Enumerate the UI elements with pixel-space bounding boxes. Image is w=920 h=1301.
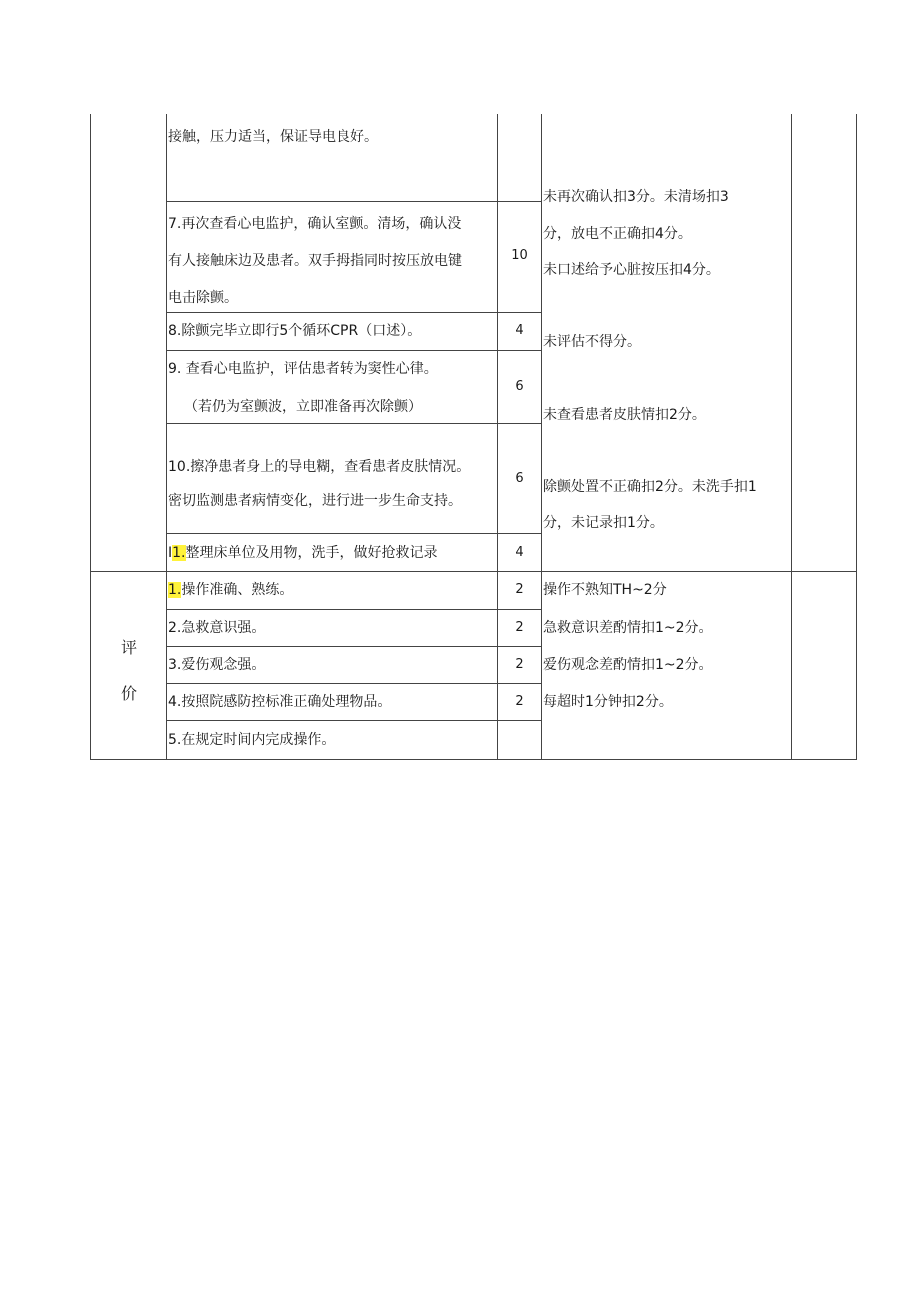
evaluation-item: 2.急救意识强。 [168,620,266,636]
step-prefix: I [168,545,173,561]
step-text-line: 9. 查看心电监护，评估患者转为窦性心律。 [168,361,438,377]
step-text-line: 8.除颤完毕立即行5个循环CPR（口述）。 [168,323,422,339]
evaluation-item [168,580,293,600]
evaluation-score: 2 [515,620,524,635]
step-text-line: 7.再次查看心电监护，确认室颤。清场，确认没 [168,216,462,232]
row-divider [166,201,542,202]
step-text-line: （若仍为室颤波，立即准备再次除颤） [184,399,422,415]
deduction-text-line: 分，未记录扣1分。 [543,515,664,531]
section-divider [90,571,857,572]
row-divider [166,350,542,351]
table-border-right [856,114,857,760]
deduction-text-line: 爱伤观念差酌情扣1~2分。 [543,657,713,673]
row-divider [166,312,542,313]
step-text-line: 接触，压力适当，保证导电良好。 [168,129,378,145]
deduction-text-line: 未再次确认扣3分。未清场扣3 [543,189,729,205]
row-divider [166,683,542,684]
highlighted-number: 1. [172,545,186,561]
category-label-char: 价 [120,684,137,703]
deduction-text-line: 未查看患者皮肤情扣2分。 [543,407,706,423]
deduction-text-line: 急救意识差酌情扣1~2分。 [543,620,713,636]
column-divider-content [166,114,167,760]
step-score: 6 [515,379,524,394]
evaluation-score: 2 [515,694,524,709]
step-score: 10 [511,248,528,263]
row-divider [166,609,542,610]
deduction-text-line: 操作不熟知TH~2分 [543,582,667,598]
step-score: 6 [515,471,524,486]
row-divider [166,533,542,534]
table-border-left [90,114,91,760]
evaluation-item: 5.在规定时间内完成操作。 [168,732,336,748]
evaluation-score: 2 [515,657,524,672]
deduction-text-line: 未评估不得分。 [543,334,641,350]
step-text-line: 密切监测患者病情变化，进行进一步生命支持。 [168,493,462,509]
evaluation-score: 2 [515,582,524,597]
table-border-bottom [90,759,857,760]
step-text-line: 10.擦净患者身上的导电糊，查看患者皮肤情况。 [168,459,471,475]
column-divider-deduction [541,114,542,760]
deduction-text-line: 每超时1分钟扣2分。 [543,694,673,710]
step-score: 4 [515,323,524,338]
evaluation-item: 4.按照院感防控标准正确处理物品。 [168,694,392,710]
highlighted-number: 1. [168,582,182,598]
step-text-line: 有人接触床边及患者。双手拇指同时按压放电键 [168,253,462,269]
row-divider [166,720,542,721]
step-text-line [168,543,438,563]
step-score: 4 [515,545,524,560]
deduction-text-line: 未口述给予心脏按压扣4分。 [543,262,720,278]
deduction-text-line: 除颤处置不正确扣2分。未洗手扣1 [543,479,757,495]
category-label-char: 评 [120,638,137,657]
step-text-line: 电击除颤。 [168,290,238,306]
row-divider [166,423,542,424]
evaluation-text: 操作准确、熟练。 [181,582,294,598]
deduction-text-line: 分，放电不正确扣4分。 [543,226,692,242]
row-divider [166,646,542,647]
column-divider-remark [791,114,792,760]
step-text: 整理床单位及用物，洗手，做好抢救记录 [185,545,438,561]
evaluation-item: 3.爱伤观念强。 [168,657,266,673]
